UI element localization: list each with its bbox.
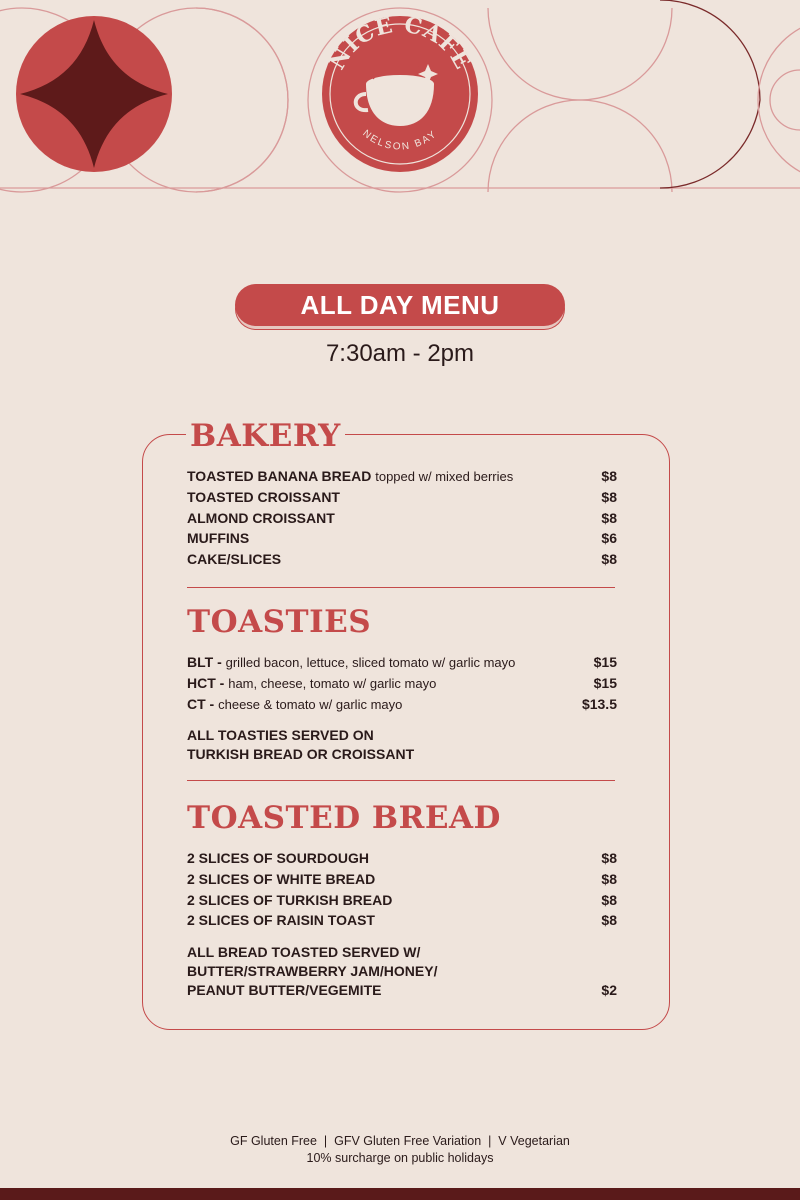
note-line: TURKISH BREAD OR CROISSANT xyxy=(187,746,415,763)
logo-name: NICE CAFE xyxy=(324,11,476,75)
item-name: TOASTED BANANA BREAD xyxy=(187,468,372,484)
item-price: $8 xyxy=(601,509,617,526)
list-item xyxy=(187,871,617,892)
toasted-bread-items xyxy=(187,850,617,1000)
section-divider xyxy=(187,780,615,781)
list-item xyxy=(187,530,617,551)
item-desc: ham, cheese, tomato w/ garlic mayo xyxy=(228,675,437,691)
toasties-items xyxy=(187,654,617,764)
bakery-items xyxy=(187,468,617,572)
item-name: TOASTED CROISSANT xyxy=(187,488,340,505)
item-name: 2 SLICES OF TURKISH BREAD xyxy=(187,891,393,908)
list-item xyxy=(187,696,617,717)
logo xyxy=(322,12,478,172)
section-title-toasties: TOASTIES xyxy=(187,604,372,640)
item-price: $8 xyxy=(601,870,617,887)
list-item xyxy=(187,850,617,871)
list-item xyxy=(187,489,617,510)
list-item xyxy=(187,551,617,572)
section-title-toasted-bread: TOASTED BREAD xyxy=(187,800,501,836)
four-point-star-icon xyxy=(16,16,172,172)
item-price: $15 xyxy=(593,674,617,691)
section-divider xyxy=(187,587,615,588)
dietary-legend: GF Gluten Free | GFV Gluten Free Variation | V Vegetarian xyxy=(230,1134,570,1148)
item-desc: topped w/ mixed berries xyxy=(375,469,514,484)
item-name: CAKE/SLICES xyxy=(187,551,282,568)
item-price: $15 xyxy=(593,654,617,670)
list-item xyxy=(187,892,617,913)
footer xyxy=(0,1133,800,1167)
list-item xyxy=(187,675,617,696)
header-decoration xyxy=(0,0,800,200)
list-item xyxy=(187,654,617,675)
note-line-priced xyxy=(187,981,617,1000)
item-desc: grilled bacon, lettuce, sliced tomato w/ garlic mayo xyxy=(225,655,516,670)
item-price: $6 xyxy=(601,530,617,547)
surcharge-note: 10% surcharge on public holidays xyxy=(306,1151,494,1165)
menu-hours: 7:30am - 2pm xyxy=(325,340,475,367)
item-price: $8 xyxy=(601,551,617,568)
item-price: $8 xyxy=(601,891,617,908)
item-name: 2 SLICES OF SOURDOUGH xyxy=(187,850,370,866)
note-line: BUTTER/STRAWBERRY JAM/HONEY/ xyxy=(187,963,438,980)
item-name: 2 SLICES OF RAISIN TOAST xyxy=(187,912,375,929)
section-title-bakery: BAKERY xyxy=(186,418,345,454)
toasted-bread-note xyxy=(187,943,617,1000)
bottom-bar xyxy=(0,1188,800,1200)
item-name: MUFFINS xyxy=(187,530,250,547)
note-line: ALL BREAD TOASTED SERVED W/ xyxy=(187,944,421,961)
note-line: PEANUT BUTTER/VEGEMITE xyxy=(187,982,382,999)
item-price: $8 xyxy=(601,488,617,505)
item-name: BLT - xyxy=(187,654,222,670)
list-item xyxy=(187,912,617,933)
list-item xyxy=(187,468,617,489)
item-price: $8 xyxy=(601,912,617,929)
item-price: $8 xyxy=(601,850,617,866)
item-price: $8 xyxy=(601,468,617,484)
item-price: $13.5 xyxy=(581,695,617,712)
item-price: $2 xyxy=(601,982,617,999)
menu-title: ALL DAY MENU xyxy=(235,284,565,326)
toasties-note xyxy=(187,726,617,764)
logo-location: NELSON BAY xyxy=(360,128,440,153)
item-name: ALMOND CROISSANT xyxy=(187,509,335,526)
item-name: HCT - xyxy=(187,674,225,691)
note-line: ALL TOASTIES SERVED ON xyxy=(187,727,374,744)
item-name: 2 SLICES OF WHITE BREAD xyxy=(187,870,376,887)
list-item xyxy=(187,510,617,531)
item-name: CT - xyxy=(187,695,215,712)
item-desc: cheese & tomato w/ garlic mayo xyxy=(218,696,403,712)
